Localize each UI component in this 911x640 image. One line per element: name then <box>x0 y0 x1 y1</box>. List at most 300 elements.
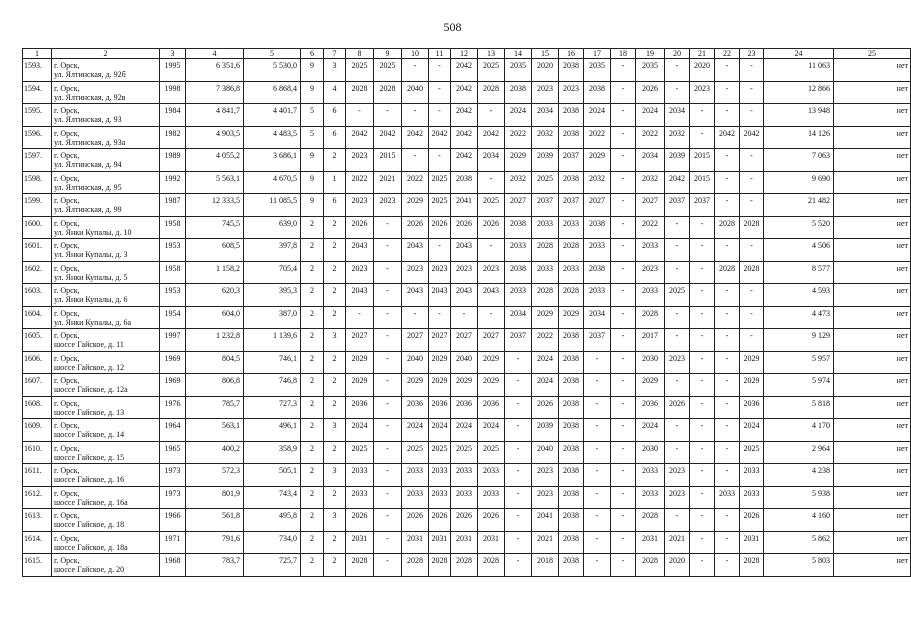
cell-col-11: 2025 <box>429 171 451 194</box>
cell-col-5: 397,8 <box>244 239 301 262</box>
address-street: шоссе Гайское, д. 18а <box>54 542 128 552</box>
cell-col-20: - <box>665 329 690 352</box>
row-number: 1595. <box>23 104 52 127</box>
cell-col-24: 5 818 <box>764 396 834 419</box>
cell-col-20: - <box>665 261 690 284</box>
cell-col-17: - <box>584 419 611 442</box>
cell-col-13: 2043 <box>478 284 505 307</box>
address-cell <box>52 531 160 554</box>
cell-col-4: 806,8 <box>186 374 244 397</box>
cell-col-5: 358,9 <box>244 441 301 464</box>
cell-col-8: 2023 <box>346 261 374 284</box>
cell-col-13: 2026 <box>478 216 505 239</box>
cell-col-5: 495,8 <box>244 509 301 532</box>
cell-col-7: 3 <box>324 419 346 442</box>
row-number: 1600. <box>23 216 52 239</box>
cell-col-24: 5 520 <box>764 216 834 239</box>
cell-col-19: 2027 <box>636 194 665 217</box>
address-cell <box>52 81 160 104</box>
cell-col-7: 2 <box>324 441 346 464</box>
cell-col-18: - <box>611 261 636 284</box>
cell-col-24: 7 063 <box>764 149 834 172</box>
cell-col-10: - <box>402 59 429 82</box>
cell-col-12: - <box>451 306 478 329</box>
cell-col-6: 2 <box>301 531 324 554</box>
cell-col-19: 2033 <box>636 239 665 262</box>
cell-col-15: 2021 <box>532 531 559 554</box>
cell-col-13: - <box>478 239 505 262</box>
cell-col-4: 563,1 <box>186 419 244 442</box>
address-city: г. Орск, <box>54 263 80 273</box>
cell-col-12: 2036 <box>451 396 478 419</box>
cell-col-16: 2038 <box>559 59 584 82</box>
cell-col-17: 2033 <box>584 284 611 307</box>
row-number: 1613. <box>23 509 52 532</box>
address-street: ул. Янки Купалы, д. 10 <box>54 227 132 237</box>
cell-col-4: 608,5 <box>186 239 244 262</box>
cell-col-3: 1997 <box>160 329 186 352</box>
cell-col-16: 2038 <box>559 374 584 397</box>
table-row <box>23 261 911 284</box>
cell-col-4: 4 903,5 <box>186 126 244 149</box>
row-number: 1614. <box>23 531 52 554</box>
cell-col-5: 746,8 <box>244 374 301 397</box>
cell-col-4: 4 055,2 <box>186 149 244 172</box>
cell-col-14: 2029 <box>505 149 532 172</box>
cell-col-15: 2023 <box>532 486 559 509</box>
cell-col-11: - <box>429 81 451 104</box>
cell-col-22: - <box>715 441 740 464</box>
cell-col-16: 2038 <box>559 396 584 419</box>
cell-col-9: - <box>374 464 402 487</box>
cell-col-23: - <box>740 149 764 172</box>
cell-col-16: 2038 <box>559 104 584 127</box>
cell-col-21: 2020 <box>690 59 715 82</box>
cell-col-20: - <box>665 509 690 532</box>
row-number: 1601. <box>23 239 52 262</box>
address-street: шоссе Гайское, д. 11 <box>54 340 124 349</box>
cell-col-16: 2038 <box>559 486 584 509</box>
cell-col-14: - <box>505 509 532 532</box>
address-cell <box>52 261 160 284</box>
cell-col-14: - <box>505 396 532 419</box>
cell-col-6: 2 <box>301 509 324 532</box>
cell-col-5: 505,1 <box>244 464 301 487</box>
cell-col-25: нет <box>834 554 911 577</box>
cell-col-4: 572,3 <box>186 464 244 487</box>
cell-col-20: - <box>665 419 690 442</box>
cell-col-16: 2038 <box>559 441 584 464</box>
cell-col-19: 2028 <box>636 554 665 577</box>
cell-col-15: 2022 <box>532 329 559 352</box>
cell-col-24: 8 577 <box>764 261 834 284</box>
cell-col-17: - <box>584 554 611 577</box>
cell-col-18: - <box>611 81 636 104</box>
cell-col-13: 2025 <box>478 59 505 82</box>
cell-col-19: 2022 <box>636 126 665 149</box>
cell-col-15: 2039 <box>532 419 559 442</box>
cell-col-19: 2031 <box>636 531 665 554</box>
cell-col-21: - <box>690 374 715 397</box>
cell-col-19: 2032 <box>636 171 665 194</box>
cell-col-10: 2031 <box>402 531 429 554</box>
cell-col-17: 2022 <box>584 126 611 149</box>
cell-col-22: 2033 <box>715 486 740 509</box>
cell-col-11: - <box>429 149 451 172</box>
cell-col-9: - <box>374 374 402 397</box>
cell-col-23: - <box>740 306 764 329</box>
cell-col-22: - <box>715 59 740 82</box>
cell-col-10: 2025 <box>402 441 429 464</box>
cell-col-20: 2020 <box>665 554 690 577</box>
cell-col-21: - <box>690 104 715 127</box>
cell-col-16: 2038 <box>559 171 584 194</box>
cell-col-24: 4 160 <box>764 509 834 532</box>
cell-col-22: - <box>715 171 740 194</box>
cell-col-24: 5 957 <box>764 351 834 374</box>
cell-col-11: 2023 <box>429 261 451 284</box>
address-street: шоссе Гайское, д. 16а <box>54 497 128 507</box>
cell-col-21: - <box>690 441 715 464</box>
cell-col-3: 1995 <box>160 59 186 82</box>
table-row <box>23 464 911 487</box>
cell-col-15: 2024 <box>532 351 559 374</box>
cell-col-3: 1969 <box>160 351 186 374</box>
cell-col-25: нет <box>834 329 911 352</box>
cell-col-20: 2042 <box>665 171 690 194</box>
cell-col-22: - <box>715 149 740 172</box>
address-cell <box>52 59 160 82</box>
cell-col-14: 2033 <box>505 239 532 262</box>
cell-col-25: нет <box>834 239 911 262</box>
cell-col-3: 1968 <box>160 554 186 577</box>
table-row <box>23 194 911 217</box>
cell-col-21: - <box>690 486 715 509</box>
cell-col-14: 2038 <box>505 216 532 239</box>
column-header-4: 4 <box>186 49 244 59</box>
cell-col-5: 743,4 <box>244 486 301 509</box>
cell-col-22: 2042 <box>715 126 740 149</box>
cell-col-14: - <box>505 554 532 577</box>
cell-col-6: 9 <box>301 194 324 217</box>
address-city: г. Орск, <box>54 398 80 408</box>
cell-col-3: 1976 <box>160 396 186 419</box>
cell-col-7: 3 <box>324 464 346 487</box>
cell-col-16: 2038 <box>559 509 584 532</box>
address-city: г. Орск, <box>54 151 80 160</box>
address-street: ул. Ялтинская, д. 94 <box>54 160 122 169</box>
cell-col-13: 2031 <box>478 531 505 554</box>
cell-col-23: - <box>740 59 764 82</box>
cell-col-6: 2 <box>301 554 324 577</box>
cell-col-21: - <box>690 351 715 374</box>
cell-col-17: - <box>584 351 611 374</box>
cell-col-8: 2023 <box>346 149 374 172</box>
address-street: шоссе Гайское, д. 12 <box>54 362 125 372</box>
cell-col-20: - <box>665 81 690 104</box>
cell-col-8: 2043 <box>346 239 374 262</box>
column-header-9: 9 <box>374 49 402 59</box>
cell-col-18: - <box>611 59 636 82</box>
cell-col-10: 2033 <box>402 464 429 487</box>
cell-col-12: 2040 <box>451 351 478 374</box>
cell-col-7: 2 <box>324 149 346 172</box>
cell-col-23: - <box>740 329 764 352</box>
cell-col-22: - <box>715 464 740 487</box>
cell-col-18: - <box>611 284 636 307</box>
cell-col-10: 2043 <box>402 284 429 307</box>
cell-col-4: 804,5 <box>186 351 244 374</box>
cell-col-25: нет <box>834 284 911 307</box>
cell-col-17: 2032 <box>584 171 611 194</box>
cell-col-8: 2028 <box>346 81 374 104</box>
cell-col-12: 2026 <box>451 509 478 532</box>
address-city: г. Орск, <box>54 106 80 115</box>
cell-col-19: 2034 <box>636 149 665 172</box>
cell-col-10: 2033 <box>402 486 429 509</box>
cell-col-8: 2029 <box>346 374 374 397</box>
address-street: ул. Ялтинская, д. 99 <box>54 205 122 214</box>
cell-col-6: 2 <box>301 239 324 262</box>
cell-col-22: - <box>715 419 740 442</box>
cell-col-12: 2023 <box>451 261 478 284</box>
cell-col-9: 2042 <box>374 126 402 149</box>
address-city: г. Орск, <box>54 61 80 70</box>
cell-col-20: 2021 <box>665 531 690 554</box>
address-city: г. Орск, <box>54 308 80 318</box>
cell-col-12: 2042 <box>451 59 478 82</box>
address-cell <box>52 284 160 307</box>
address-city: г. Орск, <box>54 218 80 228</box>
cell-col-18: - <box>611 171 636 194</box>
cell-col-19: 2028 <box>636 306 665 329</box>
cell-col-15: 2032 <box>532 126 559 149</box>
cell-col-13: 2029 <box>478 351 505 374</box>
cell-col-24: 5 974 <box>764 374 834 397</box>
cell-col-25: нет <box>834 464 911 487</box>
cell-col-18: - <box>611 194 636 217</box>
cell-col-16: 2038 <box>559 329 584 352</box>
cell-col-9: - <box>374 306 402 329</box>
address-city: г. Орск, <box>54 533 80 543</box>
address-street: шоссе Гайское, д. 18 <box>54 520 125 529</box>
table-row <box>23 441 911 464</box>
cell-col-7: 3 <box>324 59 346 82</box>
cell-col-14: 2038 <box>505 81 532 104</box>
cell-col-5: 4 401,7 <box>244 104 301 127</box>
cell-col-6: 5 <box>301 104 324 127</box>
address-cell <box>52 149 160 172</box>
cell-col-25: нет <box>834 171 911 194</box>
cell-col-22: 2028 <box>715 216 740 239</box>
cell-col-7: 3 <box>324 329 346 352</box>
cell-col-23: 2033 <box>740 486 764 509</box>
cell-col-5: 496,1 <box>244 419 301 442</box>
cell-col-19: 2029 <box>636 374 665 397</box>
cell-col-7: 2 <box>324 531 346 554</box>
cell-col-20: - <box>665 59 690 82</box>
cell-col-11: 2036 <box>429 396 451 419</box>
column-header-14: 14 <box>505 49 532 59</box>
cell-col-22: - <box>715 284 740 307</box>
cell-col-4: 801,9 <box>186 486 244 509</box>
cell-col-7: 6 <box>324 126 346 149</box>
cell-col-7: 2 <box>324 284 346 307</box>
address-cell <box>52 329 160 352</box>
cell-col-21: 2023 <box>690 81 715 104</box>
cell-col-24: 4 593 <box>764 284 834 307</box>
cell-col-9: - <box>374 329 402 352</box>
cell-col-4: 745,5 <box>186 216 244 239</box>
cell-col-9: 2021 <box>374 171 402 194</box>
cell-col-21: - <box>690 396 715 419</box>
cell-col-16: 2038 <box>559 351 584 374</box>
cell-col-20: - <box>665 441 690 464</box>
cell-col-24: 21 482 <box>764 194 834 217</box>
cell-col-20: 2023 <box>665 351 690 374</box>
cell-col-15: 2028 <box>532 239 559 262</box>
cell-col-22: - <box>715 531 740 554</box>
cell-col-23: - <box>740 284 764 307</box>
address-cell <box>52 554 160 577</box>
cell-col-7: 2 <box>324 306 346 329</box>
cell-col-24: 4 473 <box>764 306 834 329</box>
cell-col-19: 2028 <box>636 509 665 532</box>
table-row <box>23 396 911 419</box>
cell-col-21: - <box>690 306 715 329</box>
cell-col-12: 2043 <box>451 284 478 307</box>
cell-col-15: 2033 <box>532 216 559 239</box>
cell-col-8: 2022 <box>346 171 374 194</box>
cell-col-14: - <box>505 419 532 442</box>
cell-col-18: - <box>611 306 636 329</box>
cell-col-22: 2028 <box>715 261 740 284</box>
row-number: 1606. <box>23 351 52 374</box>
column-header-16: 16 <box>559 49 584 59</box>
table-row <box>23 104 911 127</box>
address-street: шоссе Гайское, д. 16 <box>54 475 125 484</box>
cell-col-8: 2043 <box>346 284 374 307</box>
cell-col-12: 2031 <box>451 531 478 554</box>
cell-col-14: - <box>505 486 532 509</box>
cell-col-19: 2024 <box>636 419 665 442</box>
column-header-19: 19 <box>636 49 665 59</box>
cell-col-19: 2030 <box>636 441 665 464</box>
cell-col-4: 783,7 <box>186 554 244 577</box>
column-header-10: 10 <box>402 49 429 59</box>
cell-col-11: 2042 <box>429 126 451 149</box>
cell-col-19: 2035 <box>636 59 665 82</box>
cell-col-14: 2038 <box>505 261 532 284</box>
cell-col-15: 2037 <box>532 194 559 217</box>
cell-col-5: 727,3 <box>244 396 301 419</box>
cell-col-22: - <box>715 194 740 217</box>
cell-col-14: - <box>505 531 532 554</box>
cell-col-13: - <box>478 104 505 127</box>
cell-col-9: - <box>374 239 402 262</box>
cell-col-3: 1971 <box>160 531 186 554</box>
cell-col-24: 5 803 <box>764 554 834 577</box>
cell-col-11: 2029 <box>429 351 451 374</box>
cell-col-7: 2 <box>324 261 346 284</box>
row-number: 1604. <box>23 306 52 329</box>
address-street: шоссе Гайское, д. 14 <box>54 430 125 439</box>
cell-col-4: 7 386,8 <box>186 81 244 104</box>
cell-col-16: 2038 <box>559 464 584 487</box>
cell-col-6: 2 <box>301 284 324 307</box>
row-number: 1597. <box>23 149 52 172</box>
cell-col-23: - <box>740 104 764 127</box>
cell-col-19: 2033 <box>636 284 665 307</box>
cell-col-17: 2024 <box>584 104 611 127</box>
cell-col-13: - <box>478 171 505 194</box>
cell-col-6: 2 <box>301 306 324 329</box>
column-header-2: 2 <box>52 49 160 59</box>
cell-col-14: 2022 <box>505 126 532 149</box>
cell-col-17: 2038 <box>584 261 611 284</box>
cell-col-22: - <box>715 239 740 262</box>
cell-col-20: 2034 <box>665 104 690 127</box>
cell-col-23: - <box>740 171 764 194</box>
cell-col-14: - <box>505 351 532 374</box>
cell-col-19: 2017 <box>636 329 665 352</box>
cell-col-7: 6 <box>324 194 346 217</box>
row-number: 1609. <box>23 419 52 442</box>
address-street: шоссе Гайское, д. 13 <box>54 407 125 417</box>
cell-col-4: 400,2 <box>186 441 244 464</box>
address-city: г. Орск, <box>54 376 80 385</box>
cell-col-4: 6 351,6 <box>186 59 244 82</box>
cell-col-16: 2029 <box>559 306 584 329</box>
cell-col-25: нет <box>834 531 911 554</box>
address-cell <box>52 396 160 419</box>
cell-col-13: 2033 <box>478 486 505 509</box>
cell-col-11: - <box>429 239 451 262</box>
cell-col-22: - <box>715 554 740 577</box>
cell-col-8: 2027 <box>346 329 374 352</box>
cell-col-3: 1958 <box>160 216 186 239</box>
cell-col-12: 2025 <box>451 441 478 464</box>
cell-col-11: 2043 <box>429 284 451 307</box>
cell-col-18: - <box>611 351 636 374</box>
address-cell <box>52 419 160 442</box>
cell-col-11: 2028 <box>429 554 451 577</box>
cell-col-14: 2035 <box>505 59 532 82</box>
column-header-8: 8 <box>346 49 374 59</box>
cell-col-13: 2025 <box>478 441 505 464</box>
cell-col-24: 12 866 <box>764 81 834 104</box>
cell-col-25: нет <box>834 374 911 397</box>
cell-col-7: 2 <box>324 216 346 239</box>
cell-col-14: 2034 <box>505 306 532 329</box>
address-street: ул. Янки Купалы, д. 5 <box>54 272 128 282</box>
cell-col-3: 1992 <box>160 171 186 194</box>
cell-col-6: 2 <box>301 261 324 284</box>
cell-col-11: 2025 <box>429 441 451 464</box>
table-row <box>23 239 911 262</box>
cell-col-5: 5 530,0 <box>244 59 301 82</box>
cell-col-10: 2022 <box>402 171 429 194</box>
cell-col-8: 2028 <box>346 554 374 577</box>
cell-col-22: - <box>715 374 740 397</box>
table-row <box>23 419 911 442</box>
cell-col-4: 620,3 <box>186 284 244 307</box>
cell-col-6: 2 <box>301 396 324 419</box>
cell-col-6: 2 <box>301 374 324 397</box>
cell-col-5: 395,3 <box>244 284 301 307</box>
cell-col-19: 2026 <box>636 81 665 104</box>
cell-col-25: нет <box>834 81 911 104</box>
